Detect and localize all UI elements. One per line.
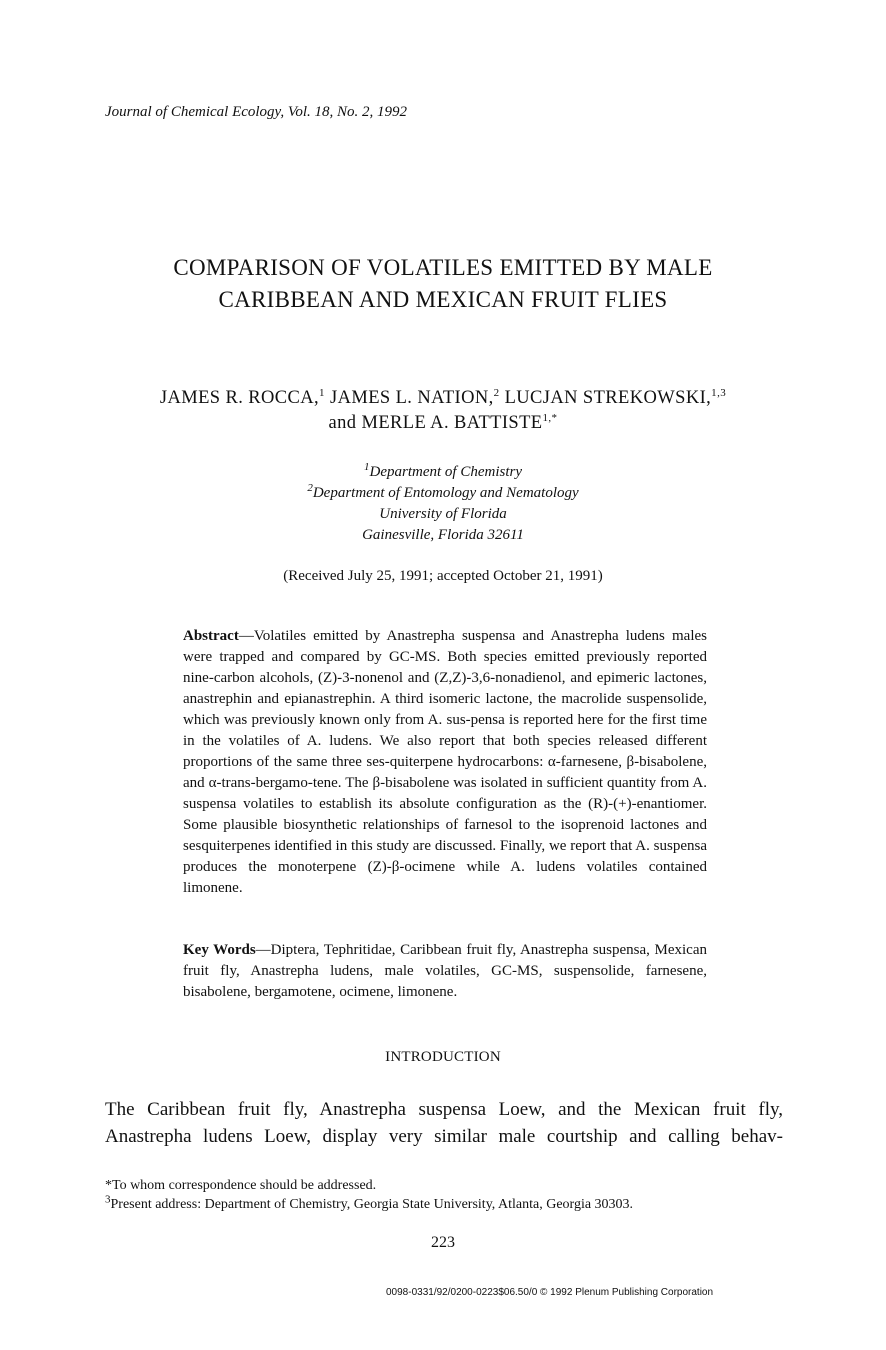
affiliation-text: Department of Chemistry [369,464,522,480]
affiliation-text: Department of Entomology and Nematology [312,485,579,501]
author-line-2 [0,411,886,436]
title-line-1: COMPARISON OF VOLATILES EMITTED BY MALE [173,255,713,280]
page-number: 223 [431,1234,455,1251]
author-affiliation-mark: 1 [319,386,325,399]
affiliation-university: University of Florida [379,506,507,522]
introduction-heading: INTRODUCTION [385,1049,501,1065]
footnote-mark: * [105,1178,112,1193]
author-name: LUCJAN STREKOWSKI, [504,388,712,408]
footnote-text: To whom correspondence should be addressed. [112,1178,377,1193]
footnote-address [105,1195,795,1214]
author-affiliation-mark: 1,3 [711,386,727,399]
copyright-line: 0098-0331/92/0200-0223$06.50/0 © 1992 Plenum Publishing Corporation [386,1287,714,1298]
footnote-text: Present address: Department of Chemistry, Georgia State University, Atlanta, Georgia 30303. [110,1197,634,1212]
key-words-label: Key Words [183,942,256,958]
author-name: JAMES L. NATION, [329,388,494,408]
abstract-text: —Volatiles emitted by Anastrepha suspensa and Anastrepha ludens males were trapped and compared by GC-MS. Both species emitted previously reported nine-carbon alcohols, (Z)-3-nonenol and (Z,Z)-3,6-nonadienol, and epimeric lactones, anastrephin and epianastrephin. A third isomeric lactone, the macrolide suspensolide, which was previously known only from A. sus-pensa is reported here for the first time in the volatiles of A. ludens. We also report that both species released different proportions of the same three ses-quiterpene hydrocarbons: α-farnesene, β-bisabolene, and α-trans-bergamo-tene. The β-bisabolene was isolated in sufficient quantity from A. suspensa volatiles to establish its absolute configuration as the (R)-(+)-enantiomer. Some plausible biosynthetic relationships of farnesol to the isoprenoid lactones and sesquiterpenes identified in this study are discussed. Finally, we report that A. suspensa produces the monoterpene (Z)-β-ocimene while A. ludens volatiles contained limonene. [183,628,707,896]
title-line-2: CARIBBEAN AND MEXICAN FRUIT FLIES [218,287,668,312]
author-name: JAMES R. ROCCA, [159,388,320,408]
affiliation-mark: 2 [307,482,313,494]
footnotes [105,1176,795,1214]
received-dates: (Received July 25, 1991; accepted October 21, 1991) [283,568,603,584]
key-words [183,940,707,1003]
abstract-label: Abstract [183,628,239,644]
affiliation-dept1 [0,462,886,483]
key-words-text: —Diptera, Tephritidae, Caribbean fruit fly, Anastrepha suspensa, Mexican fruit fly, Anastrepha ludens, male volatiles, GC-MS, suspensolide, farnesene, bisabolene, bergamotene, ocimene, limonene. [183,942,707,1000]
author-affiliation-mark: 2 [493,386,500,399]
author-affiliation-mark: 1,* [542,411,558,424]
journal-header: Journal of Chemical Ecology, Vol. 18, No. 2, 1992 [105,104,408,120]
affiliation-address: Gainesville, Florida 32611 [362,527,524,543]
abstract [183,626,707,899]
affiliation-dept2 [0,483,886,504]
author-line-1 [0,386,886,411]
footnote-correspondence [105,1176,795,1195]
footnote-mark: 3 [105,1193,111,1206]
author-name: MERLE A. BATTISTE [361,413,543,433]
introduction-text: The Caribbean fruit fly, Anastrepha suspensa Loew, and the Mexican fruit fly, Anastrepha ludens Loew, display very similar male courtship and calling behav- [105,1099,783,1147]
affiliations [0,462,886,546]
author-conjunction: and [328,413,357,433]
affiliation-mark: 1 [364,461,370,473]
paper-title [0,252,886,316]
author-list [0,386,886,436]
